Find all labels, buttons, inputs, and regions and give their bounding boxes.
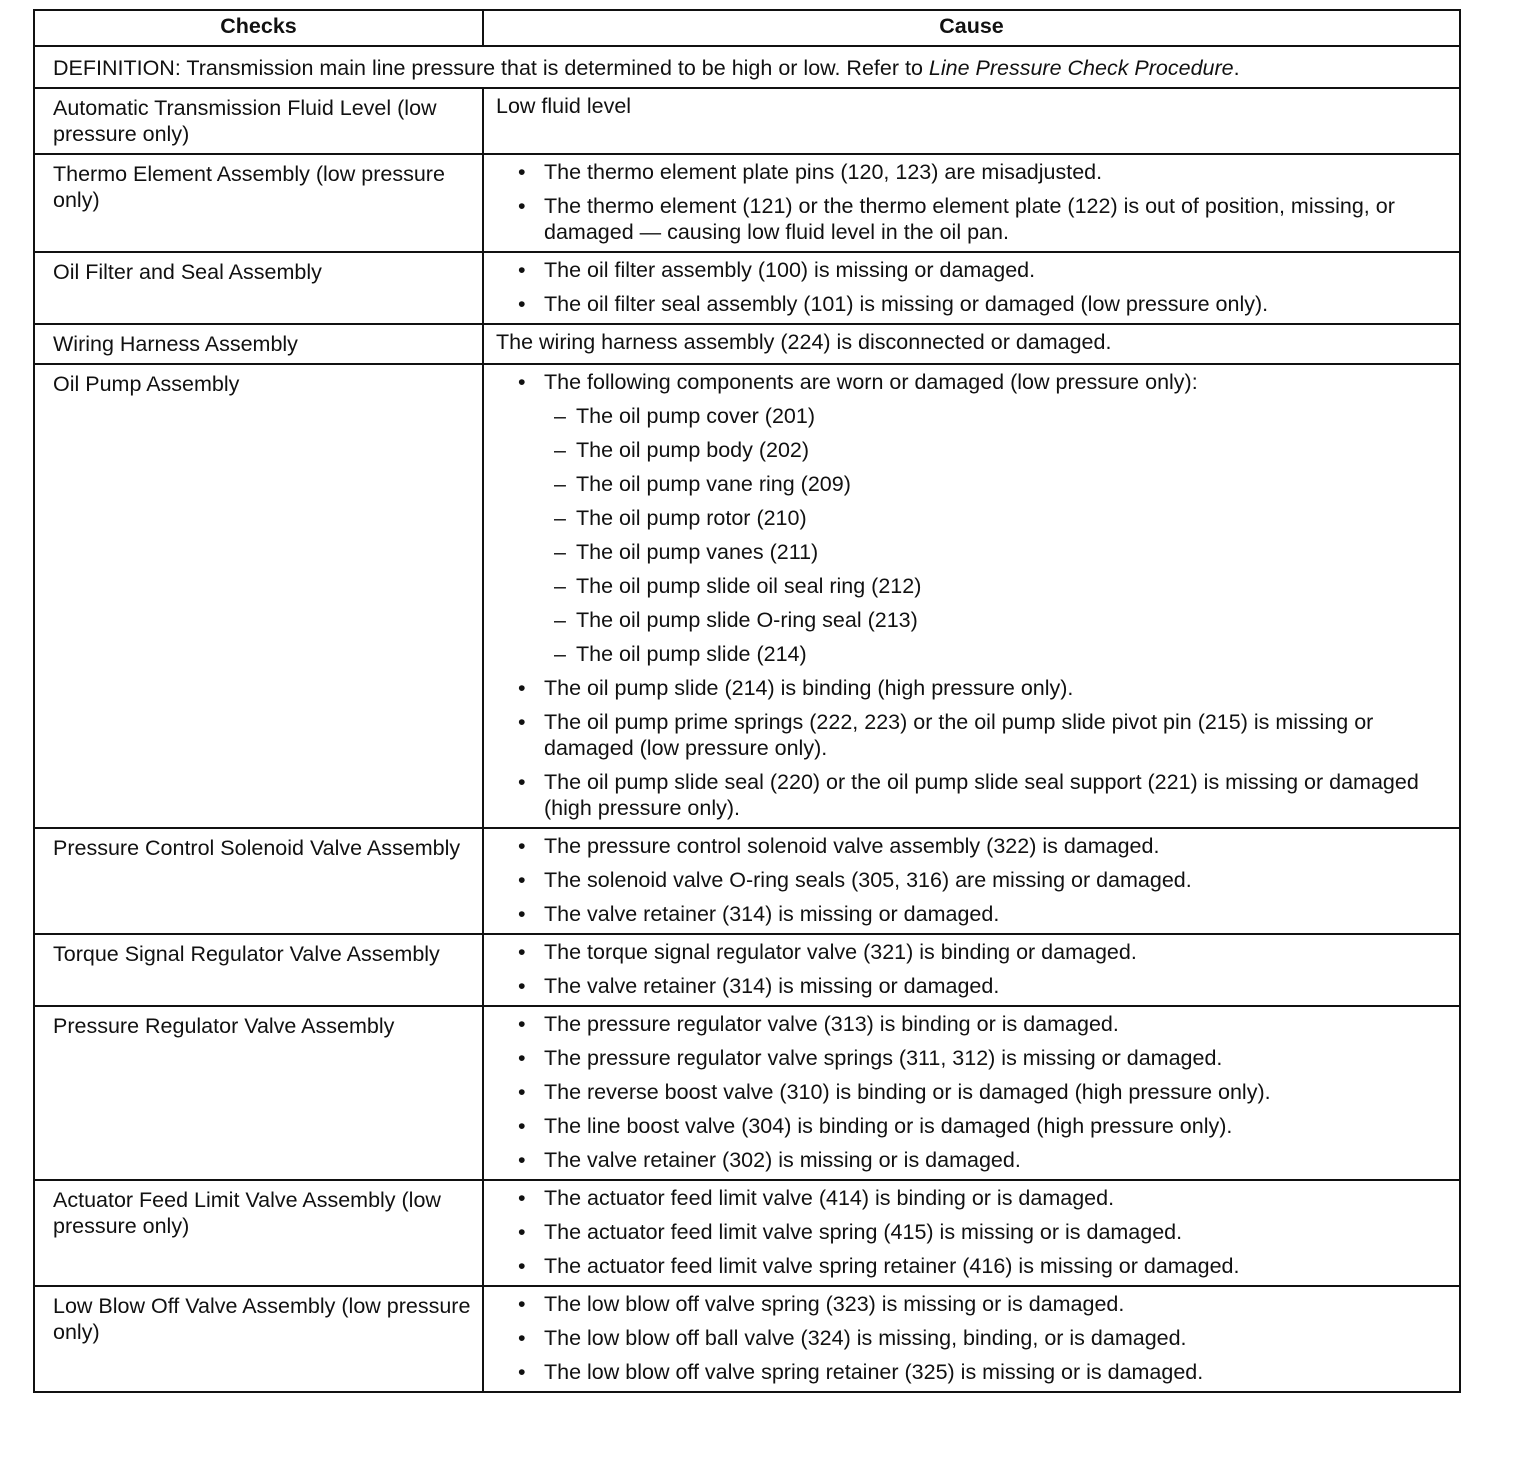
- cause-cell: [483, 154, 1460, 252]
- cause-sub-text: The oil pump slide (214): [576, 642, 807, 666]
- cause-bullet-item: [496, 1147, 1449, 1173]
- cause-bullet-text: The oil filter seal assembly (101) is missing or damaged (low pressure only).: [544, 292, 1269, 316]
- dash-icon: –: [554, 404, 566, 428]
- cause-bullet-list: [496, 369, 1449, 821]
- cause-bullet-text: The torque signal regulator valve (321) is binding or damaged.: [544, 940, 1137, 964]
- cause-bullet-item: [496, 1113, 1449, 1139]
- bullet-icon: •: [518, 834, 526, 858]
- check-cell: Wiring Harness Assembly: [34, 324, 483, 364]
- table-header-row: [34, 10, 1460, 46]
- table-row: [34, 1180, 1460, 1286]
- cause-bullet-item: [496, 901, 1449, 927]
- table-row: [34, 252, 1460, 324]
- cause-sub-text: The oil pump rotor (210): [576, 506, 807, 530]
- check-cell: Low Blow Off Valve Assembly (low pressure only): [34, 1286, 483, 1392]
- cause-bullet-list: [496, 159, 1449, 245]
- table-row: [34, 1006, 1460, 1180]
- cause-bullet-item: [496, 939, 1449, 965]
- dash-icon: –: [554, 472, 566, 496]
- cause-bullet-text: The oil pump prime springs (222, 223) or the oil pump slide pivot pin (215) is missing or damaged (low pressure only).: [544, 710, 1374, 760]
- bullet-icon: •: [518, 258, 526, 282]
- cause-bullet-item: [496, 973, 1449, 999]
- cause-bullet-text: The valve retainer (302) is missing or is damaged.: [544, 1148, 1021, 1172]
- cause-sub-item: [544, 505, 1449, 531]
- dash-icon: –: [554, 608, 566, 632]
- cause-bullet-list: [496, 257, 1449, 317]
- cause-sub-item: [544, 539, 1449, 565]
- cause-bullet-item: [496, 1185, 1449, 1211]
- cause-bullet-item: [496, 1045, 1449, 1071]
- cause-cell: [483, 88, 1460, 154]
- cause-bullet-text: The pressure regulator valve (313) is binding or is damaged.: [544, 1012, 1119, 1036]
- cause-bullet-item: [496, 257, 1449, 283]
- cause-bullet-item: [496, 1291, 1449, 1317]
- dash-icon: –: [554, 574, 566, 598]
- table-row: [34, 88, 1460, 154]
- cause-bullet-list: [496, 833, 1449, 927]
- table-row: [34, 154, 1460, 252]
- cause-bullet-item: [496, 1359, 1449, 1385]
- bullet-icon: •: [518, 1254, 526, 1278]
- cause-sub-text: The oil pump vane ring (209): [576, 472, 851, 496]
- cause-bullet-text: The actuator feed limit valve spring retainer (416) is missing or damaged.: [544, 1254, 1240, 1278]
- check-cell: Actuator Feed Limit Valve Assembly (low pressure only): [34, 1180, 483, 1286]
- cause-bullet-item: [496, 769, 1449, 821]
- cause-bullet-item: [496, 369, 1449, 667]
- bullet-icon: •: [518, 1080, 526, 1104]
- header-cause: Cause: [483, 10, 1460, 46]
- cause-cell: [483, 364, 1460, 828]
- cause-bullet-text: The oil pump slide seal (220) or the oil pump slide seal support (221) is missing or damaged (high pressure only).: [544, 770, 1419, 820]
- dash-icon: –: [554, 540, 566, 564]
- cause-cell: [483, 934, 1460, 1006]
- cause-bullet-item: [496, 1011, 1449, 1037]
- bullet-icon: •: [518, 1186, 526, 1210]
- table-row: [34, 364, 1460, 828]
- cause-bullet-item: [496, 709, 1449, 761]
- check-cell: Thermo Element Assembly (low pressure only): [34, 154, 483, 252]
- bullet-icon: •: [518, 770, 526, 794]
- cause-sub-text: The oil pump vanes (211): [576, 540, 819, 564]
- cause-bullet-text: The reverse boost valve (310) is binding or is damaged (high pressure only).: [544, 1080, 1271, 1104]
- cause-sub-item: [544, 471, 1449, 497]
- cause-bullet-text: The low blow off valve spring retainer (325) is missing or is damaged.: [544, 1360, 1204, 1384]
- definition-procedure-reference: Line Pressure Check Procedure: [928, 56, 1234, 80]
- table-row: [34, 324, 1460, 364]
- definition-end: .: [1233, 56, 1240, 80]
- cause-bullet-text: The low blow off valve spring (323) is missing or is damaged.: [544, 1292, 1125, 1316]
- cause-bullet-text: The thermo element plate pins (120, 123) are misadjusted.: [544, 160, 1103, 184]
- cause-bullet-item: [496, 159, 1449, 185]
- cause-bullet-text: The actuator feed limit valve spring (415) is missing or is damaged.: [544, 1220, 1183, 1244]
- bullet-icon: •: [518, 902, 526, 926]
- bullet-icon: •: [518, 194, 526, 218]
- cause-bullet-item: [496, 193, 1449, 245]
- cause-sub-item: [544, 641, 1449, 667]
- bullet-icon: •: [518, 1326, 526, 1350]
- dash-icon: –: [554, 438, 566, 462]
- check-cell: Oil Filter and Seal Assembly: [34, 252, 483, 324]
- cause-cell: [483, 324, 1460, 364]
- cause-cell: [483, 1286, 1460, 1392]
- table-row: [34, 1286, 1460, 1392]
- cause-bullet-text: The oil pump slide (214) is binding (high pressure only).: [544, 676, 1074, 700]
- cause-bullet-text: The oil filter assembly (100) is missing or damaged.: [544, 258, 1036, 282]
- cause-bullet-item: [496, 1253, 1449, 1279]
- check-cell: Automatic Transmission Fluid Level (low pressure only): [34, 88, 483, 154]
- cause-bullet-list: [496, 1011, 1449, 1173]
- cause-cell: [483, 828, 1460, 934]
- cause-bullet-list: [496, 939, 1449, 999]
- bullet-icon: •: [518, 1046, 526, 1070]
- dash-icon: –: [554, 642, 566, 666]
- cause-sub-text: The oil pump body (202): [576, 438, 810, 462]
- cause-bullet-list: [496, 1185, 1449, 1279]
- bullet-icon: •: [518, 292, 526, 316]
- cause-bullet-text: The pressure regulator valve springs (311, 312) is missing or damaged.: [544, 1046, 1223, 1070]
- table-row: [34, 934, 1460, 1006]
- definition-text: DEFINITION: Transmission main line pressure that is determined to be high or low. Refer to: [53, 56, 929, 80]
- cause-sub-text: The oil pump cover (201): [576, 404, 815, 428]
- check-cell: Pressure Regulator Valve Assembly: [34, 1006, 483, 1180]
- cause-bullet-item: [496, 1079, 1449, 1105]
- check-cell: Pressure Control Solenoid Valve Assembly: [34, 828, 483, 934]
- cause-sub-list: [544, 403, 1449, 667]
- cause-bullet-text: The pressure control solenoid valve assembly (322) is damaged.: [544, 834, 1160, 858]
- cause-bullet-text: The valve retainer (314) is missing or damaged.: [544, 974, 1000, 998]
- bullet-icon: •: [518, 940, 526, 964]
- cause-cell: [483, 1180, 1460, 1286]
- bullet-icon: •: [518, 868, 526, 892]
- cause-bullet-text: The thermo element (121) or the thermo element plate (122) is out of position, missing, or damaged — causing low fluid level in the oil pan.: [544, 194, 1395, 244]
- table-row: [34, 828, 1460, 934]
- check-cell: Oil Pump Assembly: [34, 364, 483, 828]
- cause-bullet-item: [496, 675, 1449, 701]
- bullet-icon: •: [518, 1292, 526, 1316]
- bullet-icon: •: [518, 160, 526, 184]
- bullet-icon: •: [518, 974, 526, 998]
- cause-bullet-item: [496, 867, 1449, 893]
- cause-bullet-text: The solenoid valve O-ring seals (305, 316) are missing or damaged.: [544, 868, 1192, 892]
- cause-bullet-item: [496, 1219, 1449, 1245]
- cause-text: Low fluid level: [496, 94, 632, 118]
- cause-sub-item: [544, 437, 1449, 463]
- bullet-icon: •: [518, 1114, 526, 1138]
- cause-bullet-item: [496, 1325, 1449, 1351]
- cause-cell: [483, 1006, 1460, 1180]
- bullet-icon: •: [518, 676, 526, 700]
- cause-bullet-item: [496, 833, 1449, 859]
- cause-sub-item: [544, 607, 1449, 633]
- diagnostic-table: [33, 9, 1461, 1393]
- cause-bullet-text: The valve retainer (314) is missing or damaged.: [544, 902, 1000, 926]
- cause-sub-item: [544, 403, 1449, 429]
- header-checks: Checks: [34, 10, 483, 46]
- cause-bullet-text: The actuator feed limit valve (414) is binding or is damaged.: [544, 1186, 1115, 1210]
- bullet-icon: •: [518, 1360, 526, 1384]
- bullet-icon: •: [518, 1220, 526, 1244]
- cause-bullet-text: The following components are worn or damaged (low pressure only):: [544, 370, 1198, 394]
- definition-cell: [34, 46, 1460, 88]
- bullet-icon: •: [518, 370, 526, 394]
- table-body: [34, 46, 1460, 1392]
- cause-sub-item: [544, 573, 1449, 599]
- cause-bullet-item: [496, 291, 1449, 317]
- dash-icon: –: [554, 506, 566, 530]
- bullet-icon: •: [518, 1012, 526, 1036]
- cause-cell: [483, 252, 1460, 324]
- cause-sub-text: The oil pump slide O-ring seal (213): [576, 608, 918, 632]
- check-cell: Torque Signal Regulator Valve Assembly: [34, 934, 483, 1006]
- cause-sub-text: The oil pump slide oil seal ring (212): [576, 574, 922, 598]
- bullet-icon: •: [518, 1148, 526, 1172]
- bullet-icon: •: [518, 710, 526, 734]
- cause-text: The wiring harness assembly (224) is disconnected or damaged.: [496, 330, 1112, 354]
- cause-bullet-list: [496, 1291, 1449, 1385]
- cause-bullet-text: The low blow off ball valve (324) is missing, binding, or is damaged.: [544, 1326, 1187, 1350]
- cause-bullet-text: The line boost valve (304) is binding or is damaged (high pressure only).: [544, 1114, 1233, 1138]
- definition-row: [34, 46, 1460, 88]
